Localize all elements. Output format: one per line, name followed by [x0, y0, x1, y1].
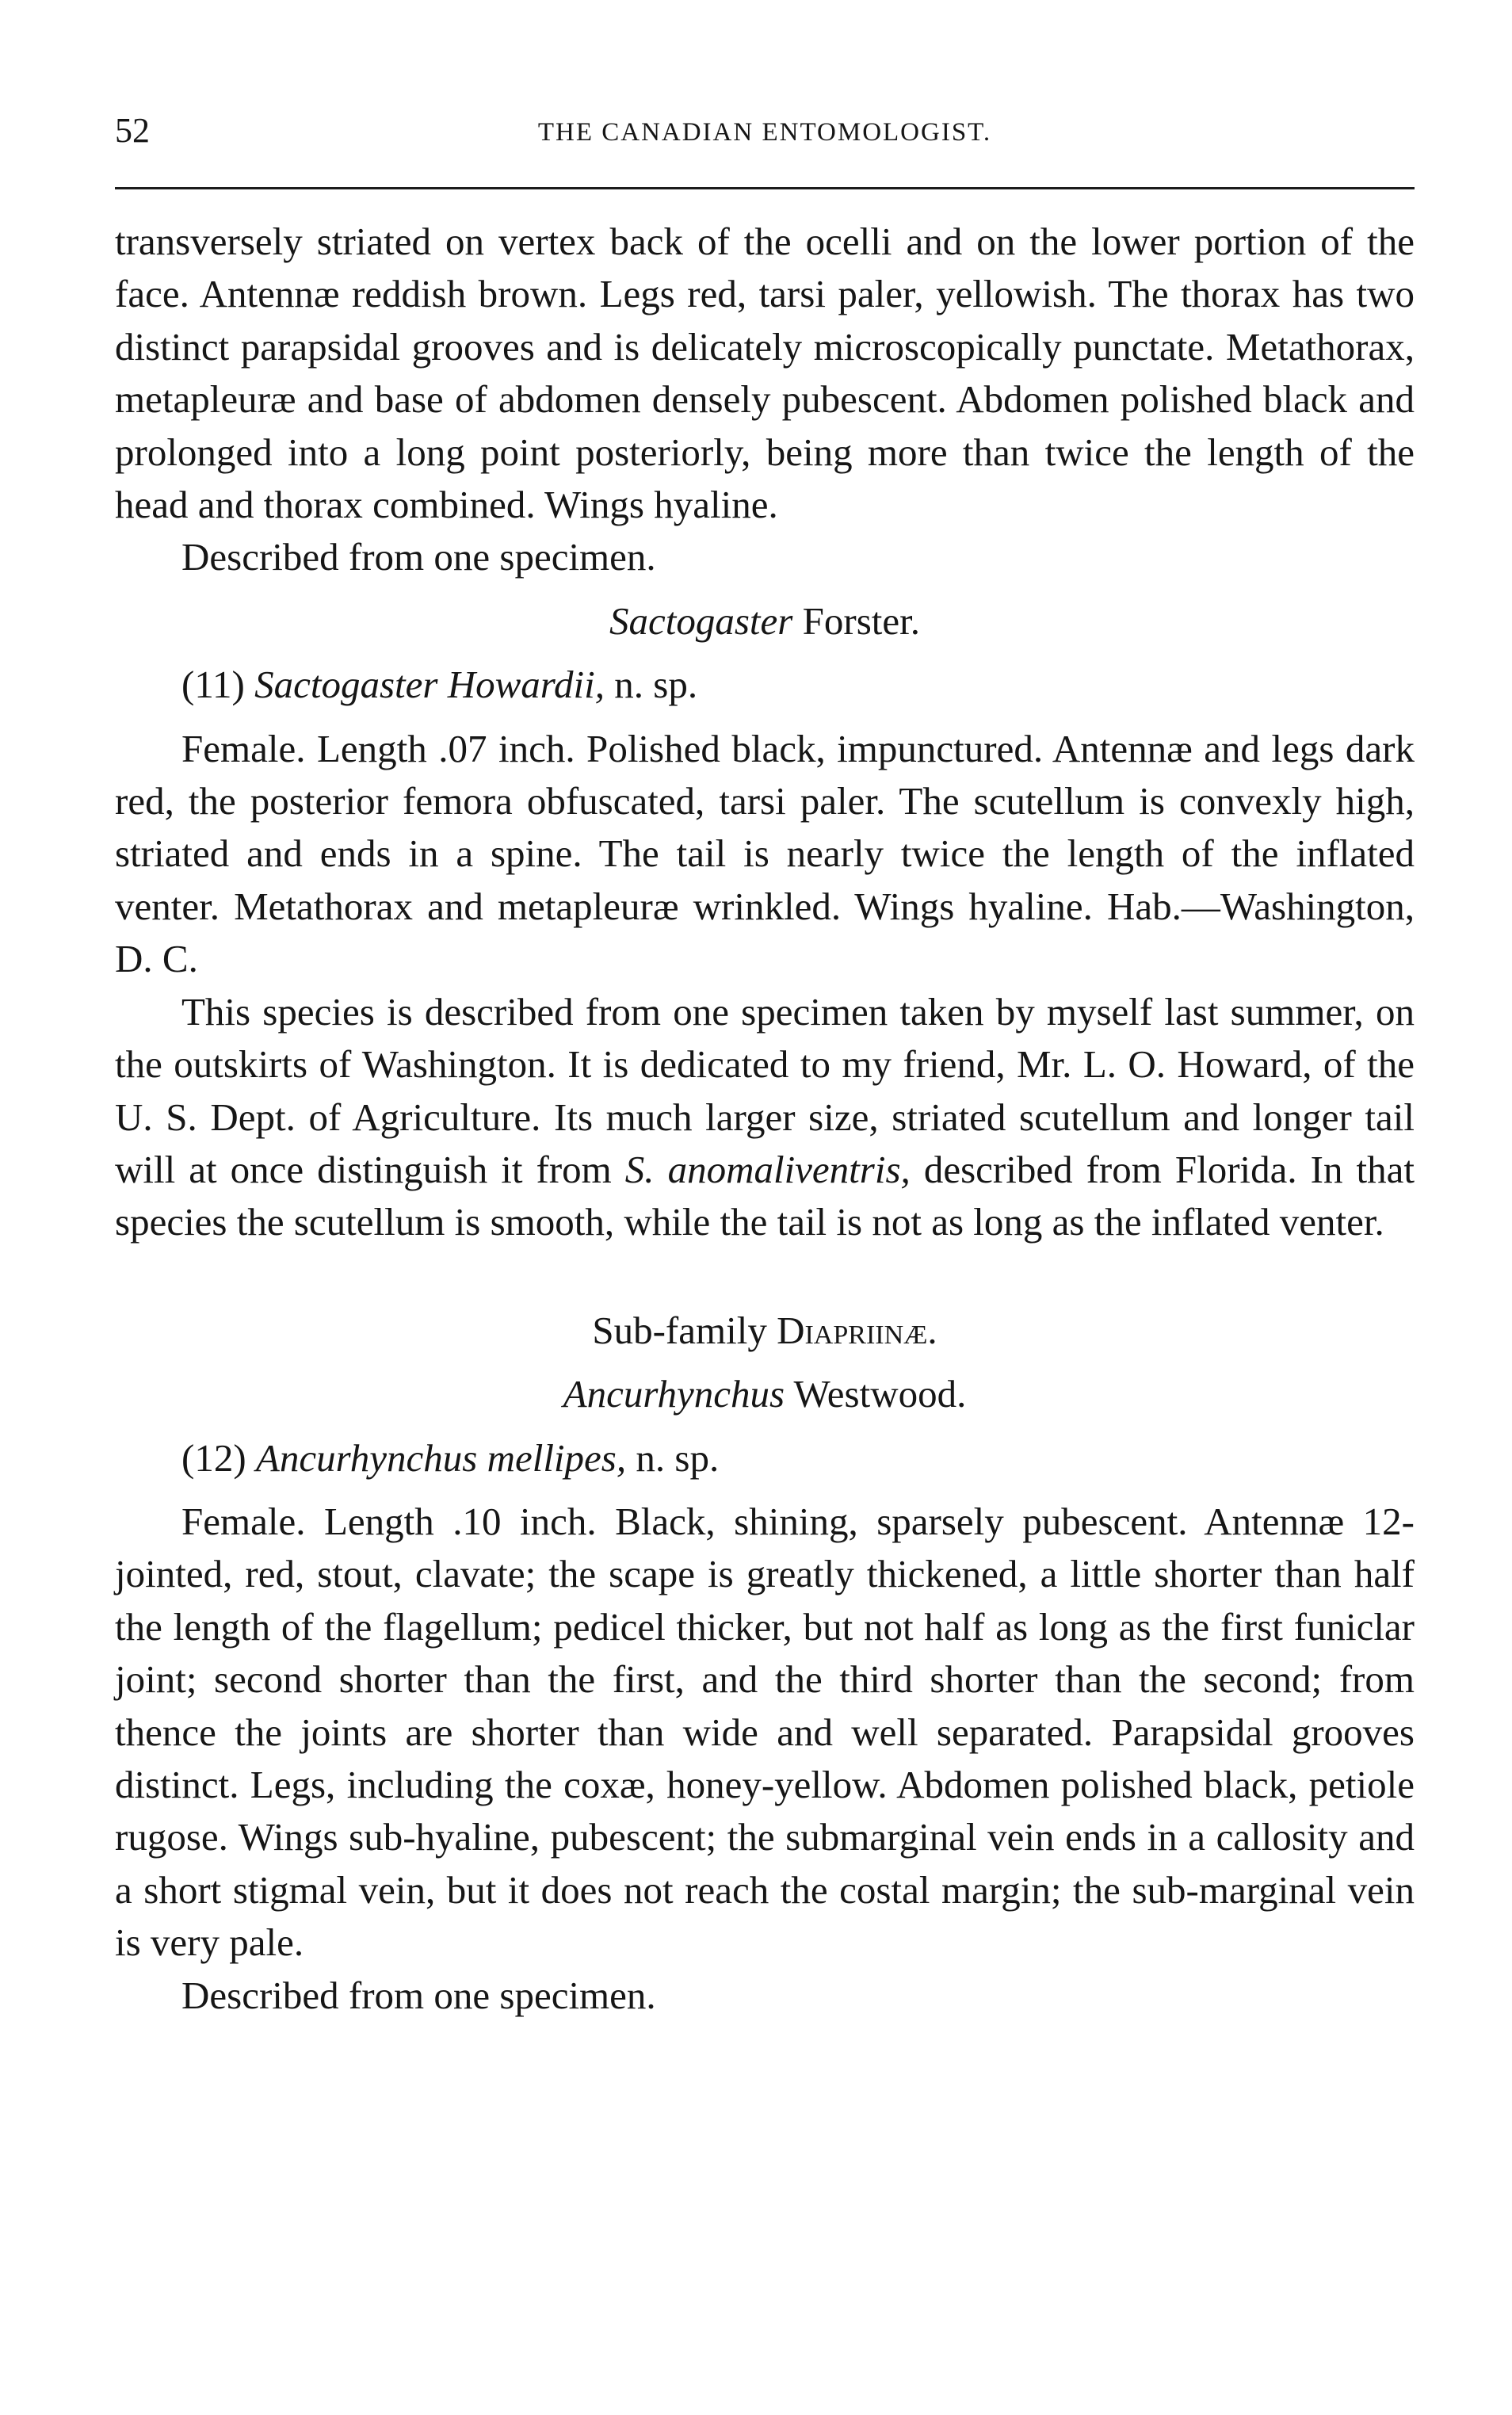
spacer: [115, 1249, 1415, 1305]
subfamily-name: Diapriinæ.: [777, 1308, 937, 1352]
remarks-italic-species: S. anomaliventris,: [624, 1147, 911, 1191]
genus-author: Westwood.: [785, 1372, 967, 1416]
genus-name: Sactogaster: [609, 598, 793, 643]
running-head: [115, 107, 1415, 155]
remarks-text-b: described from Florida. In that species the scutellum is smooth, while the tail is not as long as the inflated venter.: [115, 1147, 1415, 1244]
paragraph-specimen-note-2: Described from one specimen.: [181, 1973, 656, 2017]
species-heading-12: [115, 1432, 1415, 1485]
species-suffix: n. sp.: [605, 663, 698, 707]
remarks-text-a: This species is described from one specimen taken by myself last summer, on the outskirts of Washington. It is dedicated to my friend, Mr. L. O. Howard, of the U. S. Dept. of Agriculture. Its much larger size, striated scutellum and longer tail will at once distinguish it from: [115, 989, 1415, 1191]
genus-name: Ancurhynchus: [563, 1372, 785, 1416]
species-name: Ancurhynchus mellipes,: [255, 1435, 627, 1480]
paragraph-female-description-11: Female. Length .07 inch. Polished black, impunctured. Antennæ and legs dark red, the posterior femora obfuscated, tarsi paler. The scutellum is convexly high, striated and ends in a spine. The tail is nearly twice the length of the inflated venter. Metathorax and metapleuræ wrinkled. Wings hyaline. Hab.—Washington, D. C.: [115, 726, 1415, 981]
paragraph-female-description-12: Female. Length .10 inch. Black, shining, sparsely pubescent. Antennæ 12-jointed, red, stout, clavate; the scape is greatly thickened, a little shorter than half the length of the flagellum; pedicel thicker, but not half as long as the first funiclar joint; second shorter than the first, and the third shorter than the second; from thence the joints are shorter than wide and well separated. Parapsidal grooves distinct. Legs, including the coxæ, honey-yellow. Abdomen polished black, petiole rugose. Wings sub-hyaline, pubescent; the submarginal vein ends in a callosity and a short stigmal vein, but it does not reach the costal margin; the sub-marginal vein is very pale.: [115, 1499, 1415, 1965]
spacer: [115, 1485, 1415, 1496]
body-text: [115, 216, 1415, 2022]
header-rule: [115, 187, 1415, 189]
spacer: [115, 712, 1415, 723]
subfamily-label: Sub-family: [592, 1308, 777, 1352]
spacer: [115, 584, 1415, 595]
genus-heading-sactogaster: [115, 595, 1415, 648]
genus-author: Forster.: [792, 598, 920, 643]
paragraph-continued-description: transversely striated on vertex back of the ocelli and on the lower portion of the face. Antennæ reddish brown. Legs red, tarsi paler, yellowish. The thorax has two distinct parapsidal grooves and is delicately microscopically punctate. Metathorax, metapleuræ and base of abdomen densely pubescent. Abdomen polished black and prolonged into a long point posteriorly, being more than twice the length of the head and thorax combined. Wings hyaline.: [115, 220, 1415, 527]
genus-heading-ancurhynchus: [115, 1368, 1415, 1420]
species-suffix: n. sp.: [626, 1435, 720, 1480]
species-number: (11): [181, 663, 255, 707]
page-number: 52: [115, 111, 150, 150]
species-heading-11: [115, 659, 1415, 711]
spacer: [115, 1421, 1415, 1432]
spacer: [115, 1357, 1415, 1368]
journal-title: THE CANADIAN ENTOMOLOGIST.: [537, 118, 992, 147]
spacer: [115, 648, 1415, 659]
paragraph-specimen-note-1: Described from one specimen.: [181, 535, 656, 579]
species-name: Sactogaster Howardii,: [254, 663, 605, 707]
species-number: (12): [181, 1435, 256, 1480]
paragraph-species-remarks: [115, 986, 1415, 1249]
subfamily-heading: [115, 1305, 1415, 1357]
